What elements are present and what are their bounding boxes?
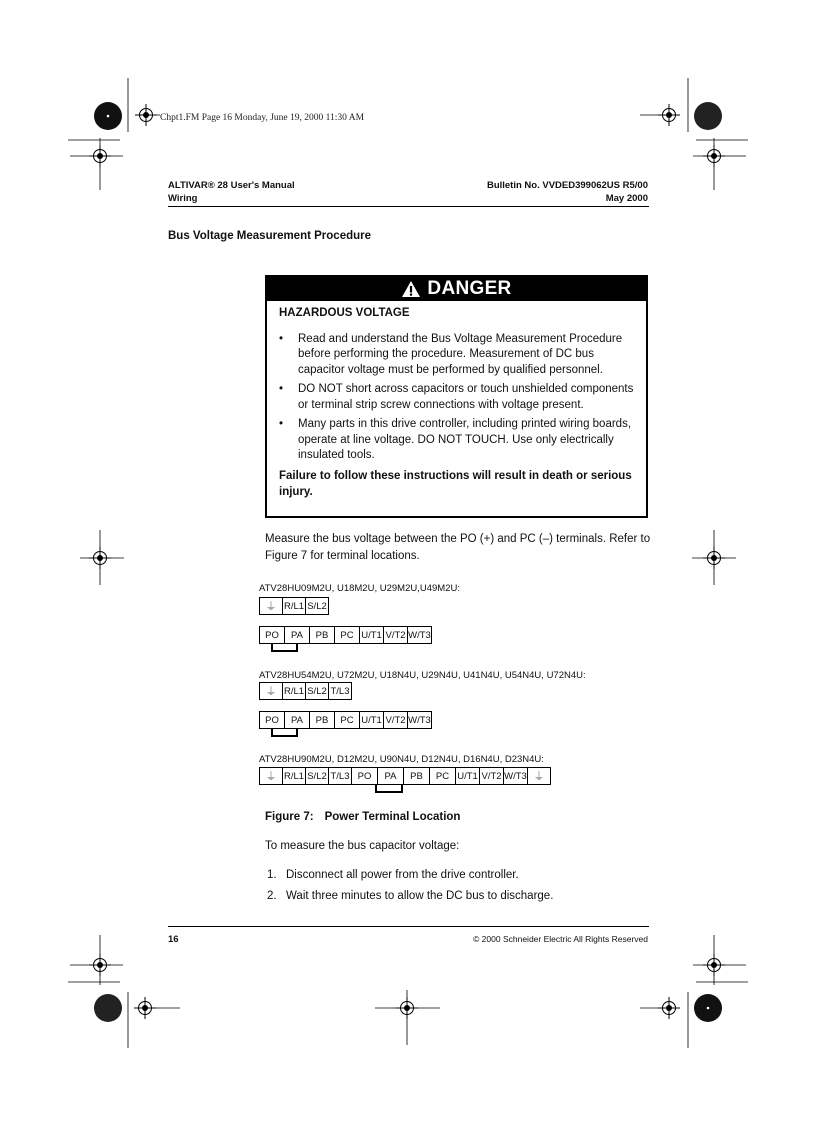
danger-title: DANGER	[427, 278, 512, 299]
terminal-cell: ⏚	[527, 767, 551, 785]
jumper-bar	[375, 784, 403, 793]
terminal-cell: PA	[284, 626, 310, 644]
danger-item: • Many parts in this drive controller, including printed wiring boards, operate at line voltage. DO NOT TOUCH. Use only electrically insulated tools.	[279, 417, 635, 464]
jumper-bar	[271, 728, 298, 737]
terminal-cell: PA	[377, 767, 404, 785]
terminal-cell: ⏚	[259, 767, 283, 785]
manual-title: ALTIVAR® 28 User's Manual	[168, 180, 295, 191]
terminal-cell: PO	[259, 626, 285, 644]
terminal-cell: PC	[334, 626, 360, 644]
section-title: Bus Voltage Measurement Procedure	[168, 230, 372, 242]
terminal-cell: ⏚	[259, 682, 283, 700]
terminal-cell: W/T3	[407, 626, 432, 644]
terminal-cell: PB	[403, 767, 430, 785]
terminal-cell: V/T2	[383, 711, 408, 729]
procedure-step	[265, 886, 553, 907]
procedure-step	[265, 865, 553, 886]
terminal-cell: U/T1	[455, 767, 480, 785]
danger-box	[265, 275, 648, 518]
procedure-steps	[265, 865, 553, 907]
danger-consequence: Failure to follow these instructions will result in death or serious injury.	[279, 469, 632, 498]
danger-body	[267, 301, 646, 500]
danger-list	[279, 332, 635, 464]
procedure-intro: To measure the bus capacitor voltage:	[265, 840, 460, 852]
terminal-cell: R/L1	[282, 767, 306, 785]
bulletin-date: May 2000	[605, 193, 648, 204]
bulletin-number: Bulletin No. VVDED399062US R5/00	[486, 180, 648, 191]
terminal-cell: V/T2	[479, 767, 504, 785]
terminal-strip-combined	[259, 767, 551, 785]
warning-triangle-icon	[401, 280, 421, 298]
terminal-cell: W/T3	[503, 767, 528, 785]
figure-label: Figure 7:	[265, 811, 314, 823]
terminal-cell: S/L2	[305, 597, 329, 615]
terminal-cell: U/T1	[359, 711, 384, 729]
jumper-bar	[271, 643, 298, 652]
terminal-strip-power	[259, 626, 432, 644]
step-number: 1.	[267, 869, 277, 881]
step-text: Disconnect all power from the drive controller.	[286, 869, 519, 881]
print-slug: Chpt1.FM Page 16 Monday, June 19, 2000 11:30 AM	[160, 113, 365, 123]
terminal-strip-input	[259, 597, 329, 615]
figure-title: Power Terminal Location	[324, 811, 461, 823]
terminal-cell: PC	[334, 711, 360, 729]
terminal-cell: PA	[284, 711, 310, 729]
terminal-cell: R/L1	[282, 682, 306, 700]
danger-subtitle: HAZARDOUS VOLTAGE	[279, 307, 410, 319]
terminal-cell: V/T2	[383, 626, 408, 644]
page-number: 16	[168, 934, 179, 945]
danger-item: • Read and understand the Bus Voltage Measurement Procedure before performing the procedure. Measurement of DC bus capacitor voltage must be performed by qualified personnel.	[279, 332, 635, 379]
terminal-cell: ⏚	[259, 597, 283, 615]
copyright-notice: © 2000 Schneider Electric All Rights Reserved	[473, 934, 648, 944]
terminal-cell: T/L3	[328, 682, 352, 700]
step-number: 2.	[267, 890, 277, 902]
footer-rule	[168, 926, 649, 927]
danger-item: • DO NOT short across capacitors or touch unshielded components or terminal strip screw connections with voltage present.	[279, 382, 635, 413]
danger-title-bar	[267, 277, 646, 301]
running-header-right	[487, 179, 648, 205]
terminal-cell: PB	[309, 626, 335, 644]
step-text: Wait three minutes to allow the DC bus to discharge.	[286, 890, 554, 902]
terminal-cell: PO	[351, 767, 378, 785]
terminal-cell: W/T3	[407, 711, 432, 729]
terminal-cell: S/L2	[305, 682, 329, 700]
terminal-cell: U/T1	[359, 626, 384, 644]
terminal-cell: PO	[259, 711, 285, 729]
intro-paragraph: Measure the bus voltage between the PO (+) and PC (–) terminals. Refer to Figure 7 for terminal locations.	[265, 533, 651, 562]
terminal-cell: S/L2	[305, 767, 329, 785]
terminal-cell: PC	[429, 767, 456, 785]
terminal-strip-power	[259, 711, 432, 729]
model-list: ATV28HU09M2U, U18M2U, U29M2U,U49M2U:	[259, 583, 460, 594]
terminal-cell: PB	[309, 711, 335, 729]
terminal-cell: R/L1	[282, 597, 306, 615]
chapter-name: Wiring	[168, 193, 198, 204]
header-rule	[168, 206, 649, 207]
running-header-left	[168, 179, 295, 205]
model-list: ATV28HU54M2U, U72M2U, U18N4U, U29N4U, U41N4U, U54N4U, U72N4U:	[259, 670, 586, 681]
terminal-strip-input	[259, 682, 352, 700]
terminal-cell: T/L3	[328, 767, 352, 785]
model-list: ATV28HU90M2U, D12M2U, U90N4U, D12N4U, D16N4U, D23N4U:	[259, 754, 544, 765]
figure-caption	[265, 811, 460, 823]
